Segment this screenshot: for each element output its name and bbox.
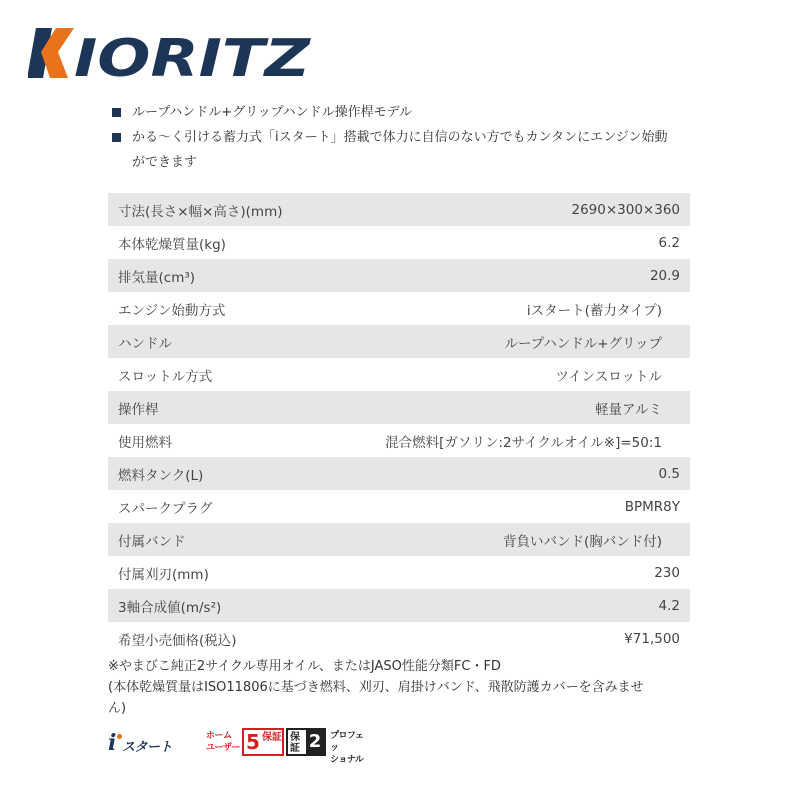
- professional-line1: プロフェッ: [330, 731, 364, 753]
- spec-label: 寸法(長さ×幅×高さ)(mm): [108, 193, 368, 226]
- spec-value: 6.2: [658, 234, 680, 251]
- spec-row: [108, 358, 690, 391]
- istart-label: スタート: [122, 740, 173, 755]
- spec-value: 2690×300×360: [368, 193, 690, 226]
- spec-value: ツインスロットル: [555, 368, 662, 385]
- footnote-line: ん): [108, 701, 127, 716]
- warranty-5-number: 5: [246, 730, 260, 754]
- spec-label: 燃料タンク(L): [108, 457, 368, 490]
- spec-label: 排気量(cm³): [108, 259, 368, 292]
- spec-row: [108, 490, 690, 523]
- spec-label: ハンドル: [108, 325, 368, 358]
- spec-row: [108, 325, 690, 358]
- spec-label: スロットル方式: [118, 368, 213, 385]
- spec-label: 使用燃料: [118, 434, 172, 451]
- warranty-5-label: 保証: [262, 732, 282, 743]
- home-user-badge: [206, 730, 242, 756]
- feature-item: [112, 100, 712, 125]
- spec-label: 付属バンド: [108, 523, 368, 556]
- spec-value: BPMR8Y: [624, 498, 680, 515]
- spec-label: 本体乾燥質量(kg): [118, 236, 226, 253]
- kioritz-logo: [28, 22, 318, 84]
- warranty-2-label: 保証: [290, 732, 300, 754]
- home-user-line2: ユーザー: [206, 743, 241, 753]
- spec-label: スパークプラグ: [118, 500, 213, 517]
- istart-badge: [108, 732, 198, 754]
- svg-text:IORITZ: IORITZ: [74, 29, 312, 84]
- warranty-2-number: 2: [306, 730, 324, 754]
- spec-row: [108, 193, 690, 226]
- spec-value: 軽量アルミ: [368, 391, 690, 424]
- bullet-square-icon: [112, 133, 121, 142]
- spec-row: [108, 457, 690, 490]
- spec-label: 操作桿: [108, 391, 368, 424]
- spec-table: [108, 193, 690, 655]
- spec-value: iスタート(蓄力タイプ): [526, 302, 662, 319]
- feature-item: [112, 125, 712, 175]
- warranty-5-badge: [242, 728, 284, 756]
- spec-value: ループハンドル+グリップ: [368, 325, 690, 358]
- warranty-2-badge: [286, 728, 326, 756]
- spec-value: 230: [654, 564, 680, 581]
- spec-row: [108, 292, 690, 325]
- istart-i-glyph: i: [108, 730, 117, 756]
- spec-row: [108, 259, 690, 292]
- feature-text: かる～く引ける蓄力式「iスタート」搭載で体力に自信のない方でもカンタンにエンジン始動: [132, 130, 668, 145]
- spec-value: ¥71,500: [624, 630, 680, 647]
- spec-value: 20.9: [368, 259, 690, 292]
- spec-row: [108, 226, 690, 259]
- professional-badge: [330, 730, 370, 765]
- spec-row: [108, 424, 690, 457]
- footnote-line: ※やまびこ純正2サイクル専用オイル、またはJASO性能分類FC・FD: [108, 659, 501, 674]
- feature-text-continued: ができます: [132, 155, 198, 170]
- footnote-line: (本体乾燥質量はISO11806に基づき燃料、刈刃、肩掛けバンド、飛散防護カバーを含みませ: [108, 680, 644, 695]
- bullet-square-icon: [112, 108, 121, 117]
- spec-value: 4.2: [368, 589, 690, 622]
- spec-label: エンジン始動方式: [118, 302, 226, 319]
- spec-row: [108, 556, 690, 589]
- spec-value: 0.5: [368, 457, 690, 490]
- spec-label: 3軸合成値(m/s²): [108, 589, 368, 622]
- feature-text: ループハンドル+グリップハンドル操作桿モデル: [132, 105, 412, 120]
- spec-row: [108, 622, 690, 655]
- professional-line2: ショナル: [330, 755, 364, 765]
- spec-row: [108, 523, 690, 556]
- spec-label: 希望小売価格(税込): [118, 632, 237, 649]
- footnotes: [108, 656, 688, 719]
- spec-label: 付属刈刃(mm): [118, 566, 209, 583]
- feature-list: [112, 100, 712, 175]
- spec-row: [108, 589, 690, 622]
- spec-row: [108, 391, 690, 424]
- spec-value: 混合燃料[ガソリン:2サイクルオイル※]=50:1: [385, 434, 662, 451]
- spec-value: 背負いバンド(胸バンド付): [368, 523, 690, 556]
- home-user-line1: ホーム: [206, 731, 232, 741]
